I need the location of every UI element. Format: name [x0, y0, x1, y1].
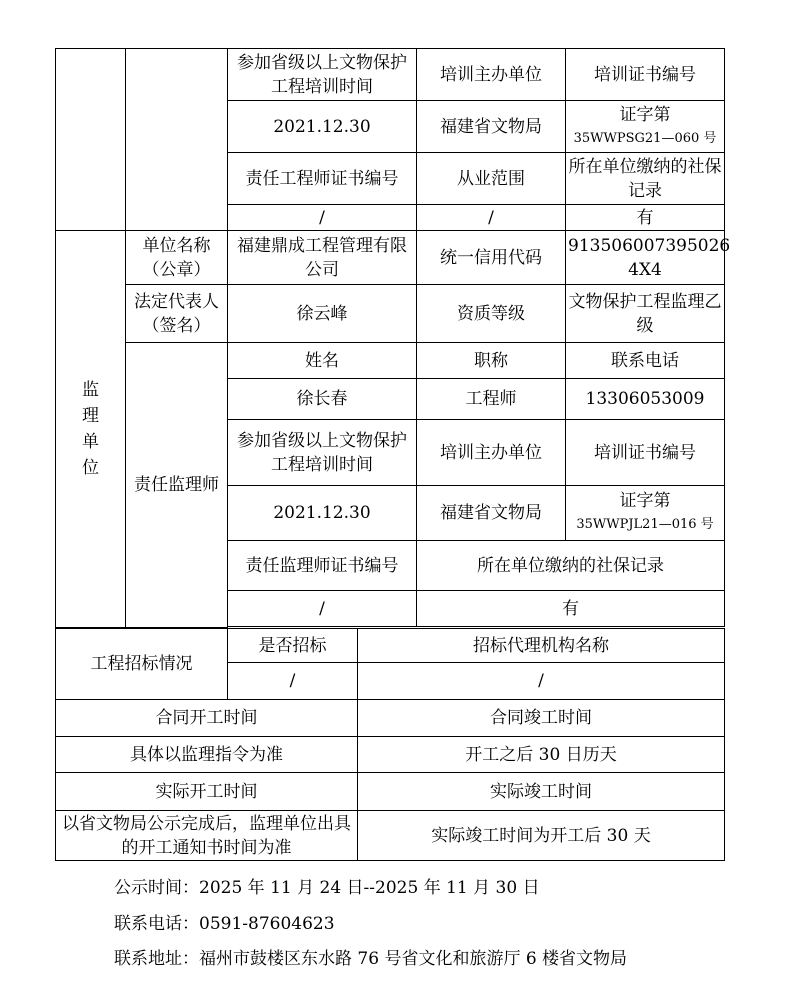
schedule-table [55, 628, 725, 861]
agency-value: / [358, 663, 725, 700]
contact-address: 联系地址：福州市鼓楼区东水路 76 号省文化和旅游厅 6 楼省文物局 [114, 949, 628, 969]
publicity-time: 公示时间：2025 年 11 月 24 日--2025 年 11 月 30 日 [114, 878, 540, 898]
blank-cell [56, 49, 126, 231]
name-label: 姓名 [228, 343, 417, 379]
cert-no-prefix: 证字第 [619, 491, 671, 511]
supervisor-name: 徐长春 [228, 379, 417, 420]
unit-name-label: 单位名称（公章） [126, 231, 228, 285]
supervisor-phone: 13306053009 [566, 379, 725, 420]
social-label: 所在单位缴纳的社保记录 [417, 541, 725, 591]
training-date: 2021.12.30 [228, 486, 417, 541]
qualification: 文物保护工程监理乙级 [566, 285, 725, 343]
social-label: 所在单位缴纳的社保记录 [566, 153, 725, 205]
training-date: 2021.12.30 [228, 101, 417, 153]
title-label: 职称 [417, 343, 566, 379]
cert-no-label: 培训证书编号 [566, 49, 725, 101]
organizer-label: 培训主办单位 [417, 420, 566, 486]
social-value: 有 [566, 205, 725, 231]
is-bid-label: 是否招标 [228, 629, 358, 663]
legal-rep: 徐云峰 [228, 285, 417, 343]
bidding-label: 工程招标情况 [56, 629, 228, 700]
cert-no-value: 35WWPSG21—060 号 [573, 130, 717, 146]
cert-no-label: 培训证书编号 [566, 420, 725, 486]
actual-start-label: 实际开工时间 [56, 773, 358, 811]
supervisor-title: 工程师 [417, 379, 566, 420]
training-time-label: 参加省级以上文物保护工程培训时间 [228, 420, 417, 486]
supervision-unit-side-label: 监 理 单 位 [56, 231, 126, 628]
training-time-label: 参加省级以上文物保护工程培训时间 [228, 49, 417, 101]
social-value: 有 [417, 591, 725, 627]
qualification-label: 资质等级 [417, 285, 566, 343]
contract-start: 具体以监理指令为准 [56, 737, 358, 773]
actual-start: 以省文物局公示完成后，监理单位出具的开工通知书时间为准 [56, 811, 358, 861]
legal-rep-label: 法定代表人（签名） [126, 285, 228, 343]
blank-cell [126, 49, 228, 231]
project-info-table [55, 48, 731, 628]
phone-label: 联系电话 [566, 343, 725, 379]
engineer-cert-label: 责任工程师证书编号 [228, 153, 417, 205]
cert-no-value: 35WWPJL21—016 号 [576, 517, 714, 532]
agency-label: 招标代理机构名称 [358, 629, 725, 663]
contact-phone: 联系电话：0591-87604623 [114, 914, 335, 934]
supervisor-cert-label: 责任监理师证书编号 [228, 541, 417, 591]
contract-end-label: 合同竣工时间 [358, 700, 725, 737]
is-bid-value: / [228, 663, 358, 700]
actual-end-label: 实际竣工时间 [358, 773, 725, 811]
cert-no [566, 486, 725, 541]
unit-name: 福建鼎成工程管理有限公司 [228, 231, 417, 285]
organizer: 福建省文物局 [417, 486, 566, 541]
contract-start-label: 合同开工时间 [56, 700, 358, 737]
engineer-cert-value: / [228, 205, 417, 231]
supervisor-label: 责任监理师 [126, 343, 228, 628]
scope-value: / [417, 205, 566, 231]
credit-code-label: 统一信用代码 [417, 231, 566, 285]
organizer-label: 培训主办单位 [417, 49, 566, 101]
cert-no-prefix: 证字第 [619, 104, 671, 125]
credit-code: 913506007395026 4X4 [566, 231, 725, 285]
cert-no [566, 101, 725, 153]
supervisor-cert-value: / [228, 591, 417, 627]
actual-end: 实际竣工时间为开工后 30 天 [358, 811, 725, 861]
organizer: 福建省文物局 [417, 101, 566, 153]
contract-end: 开工之后 30 日历天 [358, 737, 725, 773]
scope-label: 从业范围 [417, 153, 566, 205]
